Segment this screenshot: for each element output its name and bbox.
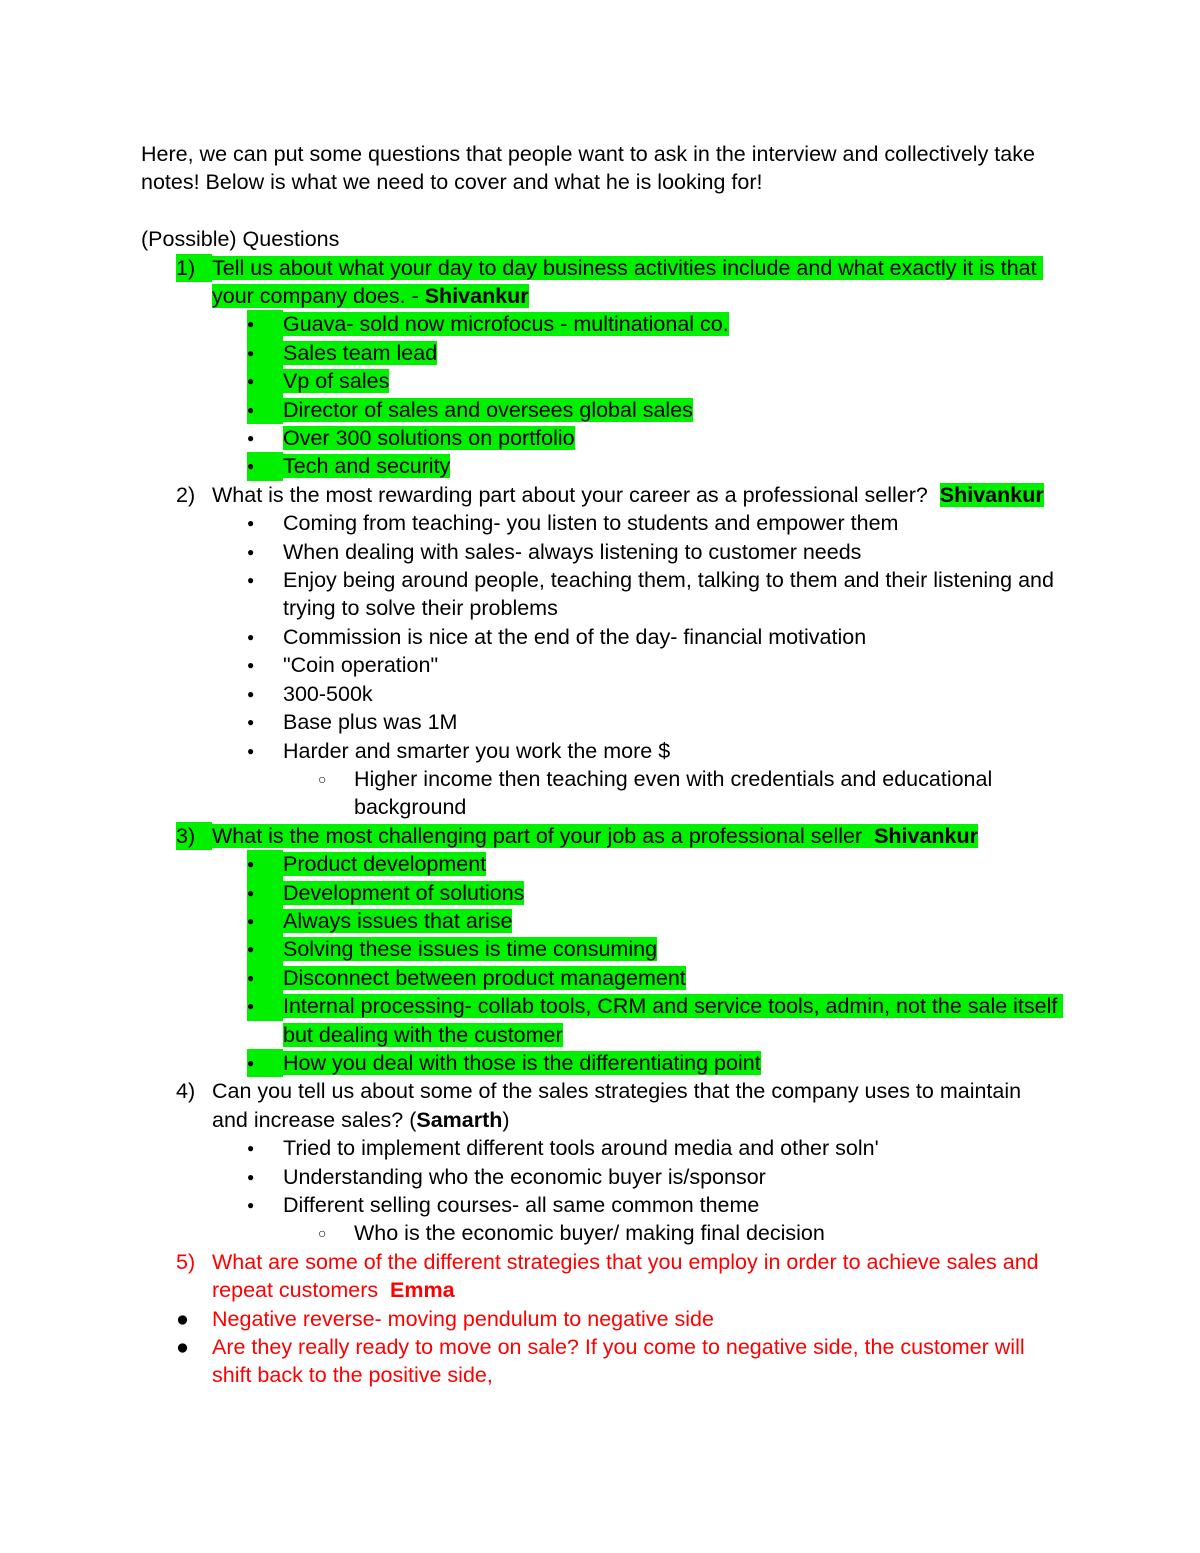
list-item-text: [283, 879, 1059, 907]
text-run: What is the most challenging part of your job as a professional seller: [212, 823, 875, 848]
text-run: Can you tell us about some of the sales strategies that the company uses to maintain and increase sales? (: [212, 1079, 1028, 1132]
list-item: [176, 1305, 1059, 1333]
text-run: Tell us about what your day to day business activities include and what exactly it is that your company does. -: [212, 255, 1043, 309]
list-item: [318, 1219, 1059, 1247]
list-item: [247, 538, 1059, 566]
list-item: [247, 737, 1059, 765]
list-item: [176, 1333, 1059, 1390]
text-run: 300-500k: [283, 681, 373, 706]
list-number-marker: 3): [176, 822, 212, 850]
text-run: Different selling courses- all same common theme: [283, 1193, 760, 1218]
list-item-text: [283, 396, 1059, 424]
list-item-text: [283, 935, 1059, 963]
text-run: Development of solutions: [283, 880, 525, 905]
text-run: What is the most rewarding part about your career as a professional seller?: [212, 482, 940, 507]
list-item: [247, 509, 1059, 537]
bullet-icon: ●: [247, 743, 255, 758]
bullet-icon: ○: [318, 1225, 327, 1242]
text-run: "Coin operation": [283, 653, 439, 678]
bullet-icon: ●: [247, 1169, 255, 1184]
list-item: [247, 339, 1059, 367]
text-run: Harder and smarter you work the more $: [283, 738, 671, 763]
list-item-text: [283, 1134, 1059, 1162]
list-number-marker: 4): [176, 1079, 196, 1104]
list-item-text: [283, 339, 1059, 367]
list-item: [318, 765, 1059, 822]
text-run: Who is the economic buyer/ making final decision: [354, 1221, 825, 1246]
list-item: [247, 879, 1059, 907]
blank-line: [141, 197, 1059, 225]
intro-paragraph: Here, we can put some questions that people want to ask in the interview and collectively take notes! Below is what we need to cover and what he is looking for!: [141, 142, 1041, 195]
bullet-icon: ●: [247, 452, 283, 480]
bullet-icon: ●: [247, 573, 255, 588]
list-item: [176, 1248, 1059, 1305]
bullet-icon: ●: [247, 879, 283, 907]
bullet-icon: ●: [176, 1306, 189, 1331]
text-run: Samarth: [416, 1107, 503, 1132]
list-item: [176, 822, 1059, 850]
list-item-text: [283, 452, 1059, 480]
text-run: Shivankur: [874, 823, 979, 848]
list-item-text: [212, 1077, 1059, 1134]
text-run: Commission is nice at the end of the day- financial motivation: [283, 624, 867, 649]
list-item: [247, 1134, 1059, 1162]
list-item: [247, 310, 1059, 338]
list-item: [247, 935, 1059, 963]
list-item-text: [212, 1305, 1059, 1333]
list-item: [247, 651, 1059, 679]
bullet-icon: ●: [247, 367, 283, 395]
list-item: [247, 964, 1059, 992]
list-item-text: [283, 1163, 1059, 1191]
bullet-icon: ●: [247, 431, 255, 446]
list-item: [176, 254, 1059, 311]
text-run: Shivankur: [939, 482, 1044, 507]
list-number-marker: 1): [176, 254, 212, 282]
list-item-text: [212, 481, 1059, 509]
bullet-icon: ●: [247, 992, 283, 1020]
text-run: Coming from teaching- you listen to students and empower them: [283, 511, 899, 536]
list-item-text: [283, 737, 1059, 765]
list-item: [247, 992, 1064, 1049]
list-item: [176, 1077, 1059, 1134]
bullet-icon: ●: [247, 850, 283, 878]
bullet-icon: ●: [247, 1198, 255, 1213]
list-item-text: [283, 424, 1059, 452]
list-item: [247, 566, 1059, 623]
text-run: Shivankur: [424, 284, 529, 309]
list-item-text: [283, 680, 1059, 708]
text-run: Tech and security: [283, 454, 451, 479]
text-run: Always issues that arise: [283, 908, 513, 933]
bullet-icon: ●: [247, 935, 283, 963]
text-run: Sales team lead: [283, 340, 438, 365]
text-run: Guava- sold now microfocus - multinational co.: [283, 312, 729, 337]
list-item-text: [212, 254, 1059, 311]
list-item: [247, 1163, 1059, 1191]
list-item-text: [283, 367, 1059, 395]
bullet-icon: ●: [247, 339, 283, 367]
list-item: [247, 424, 1059, 452]
bullet-icon: ●: [247, 516, 255, 531]
list-item-text: [283, 566, 1059, 623]
list-number-marker: 5): [176, 1249, 196, 1274]
bullet-icon: ●: [247, 310, 283, 338]
text-run: Understanding who the economic buyer is/sponsor: [283, 1164, 766, 1189]
text-run: Higher income then teaching even with credentials and educational background: [354, 766, 999, 820]
questions-list: [141, 254, 1064, 1390]
text-run: Are they really ready to move on sale? If you come to negative side, the customer will shift back to the positive side,: [212, 1335, 1031, 1388]
bullet-icon: ●: [247, 396, 283, 424]
text-run: Emma: [390, 1278, 455, 1303]
list-item: [247, 1049, 1059, 1077]
bullet-icon: ●: [247, 1049, 283, 1077]
list-item-text: [283, 509, 1059, 537]
list-item: [247, 452, 1059, 480]
list-item-text: [354, 765, 1059, 822]
list-item: [247, 1191, 1059, 1219]
bullet-icon: ○: [318, 770, 327, 787]
list-item: [247, 623, 1059, 651]
bullet-icon: ●: [247, 964, 283, 992]
list-item: [247, 680, 1059, 708]
list-item: [247, 367, 1059, 395]
text-run: How you deal with those is the differentiating point: [283, 1050, 761, 1075]
list-item: [247, 708, 1059, 736]
text-run: Director of sales and oversees global sales: [283, 397, 693, 422]
bullet-icon: ●: [247, 1141, 255, 1156]
list-item-text: [283, 907, 1059, 935]
list-item-text: [283, 623, 1059, 651]
list-item-text: [283, 992, 1064, 1049]
list-item: [247, 850, 1059, 878]
bullet-icon: ●: [247, 629, 255, 644]
list-item-text: [283, 850, 1059, 878]
bullet-icon: ●: [247, 658, 255, 673]
list-item-text: [212, 1333, 1059, 1390]
list-item-text: [283, 310, 1059, 338]
text-run: Vp of sales: [283, 369, 390, 394]
text-run: Over 300 solutions on portfolio: [283, 426, 575, 451]
list-item-text: [212, 822, 1059, 850]
text-run: When dealing with sales- always listening to customer needs: [283, 539, 862, 564]
text-run: What are some of the different strategies that you employ in order to achieve sales and repeat customers: [212, 1249, 1045, 1303]
list-item-text: [283, 964, 1059, 992]
list-item-text: [354, 1219, 1059, 1247]
text-run: Disconnect between product management: [283, 965, 686, 990]
text-run: Solving these issues is time consuming: [283, 937, 658, 962]
list-item-text: [283, 708, 1059, 736]
list-item-text: [212, 1248, 1059, 1305]
list-item-text: [283, 1049, 1059, 1077]
bullet-icon: ●: [176, 1335, 189, 1360]
list-item-text: [283, 1191, 1059, 1219]
bullet-icon: ●: [247, 544, 255, 559]
bullet-icon: ●: [247, 907, 283, 935]
text-run: Tried to implement different tools around media and other soln': [283, 1136, 879, 1161]
list-number-marker: 2): [176, 482, 196, 507]
list-item-text: [283, 538, 1059, 566]
text-run: Negative reverse- moving pendulum to negative side: [212, 1306, 714, 1331]
section-heading: (Possible) Questions: [141, 227, 340, 252]
bullet-icon: ●: [247, 715, 255, 730]
text-run: Enjoy being around people, teaching them, talking to them and their listening and trying to solve their problems: [283, 568, 1060, 621]
text-run: ): [502, 1107, 510, 1132]
list-item: [176, 481, 1059, 509]
text-run: Product development: [283, 852, 487, 877]
bullet-icon: ●: [247, 686, 255, 701]
list-item-text: [283, 651, 1059, 679]
list-item: [247, 907, 1059, 935]
text-run: Base plus was 1M: [283, 710, 458, 735]
list-item: [247, 396, 1059, 424]
text-run: Internal processing- collab tools, CRM and service tools, admin, not the sale itself but dealing with the customer: [283, 994, 1064, 1047]
